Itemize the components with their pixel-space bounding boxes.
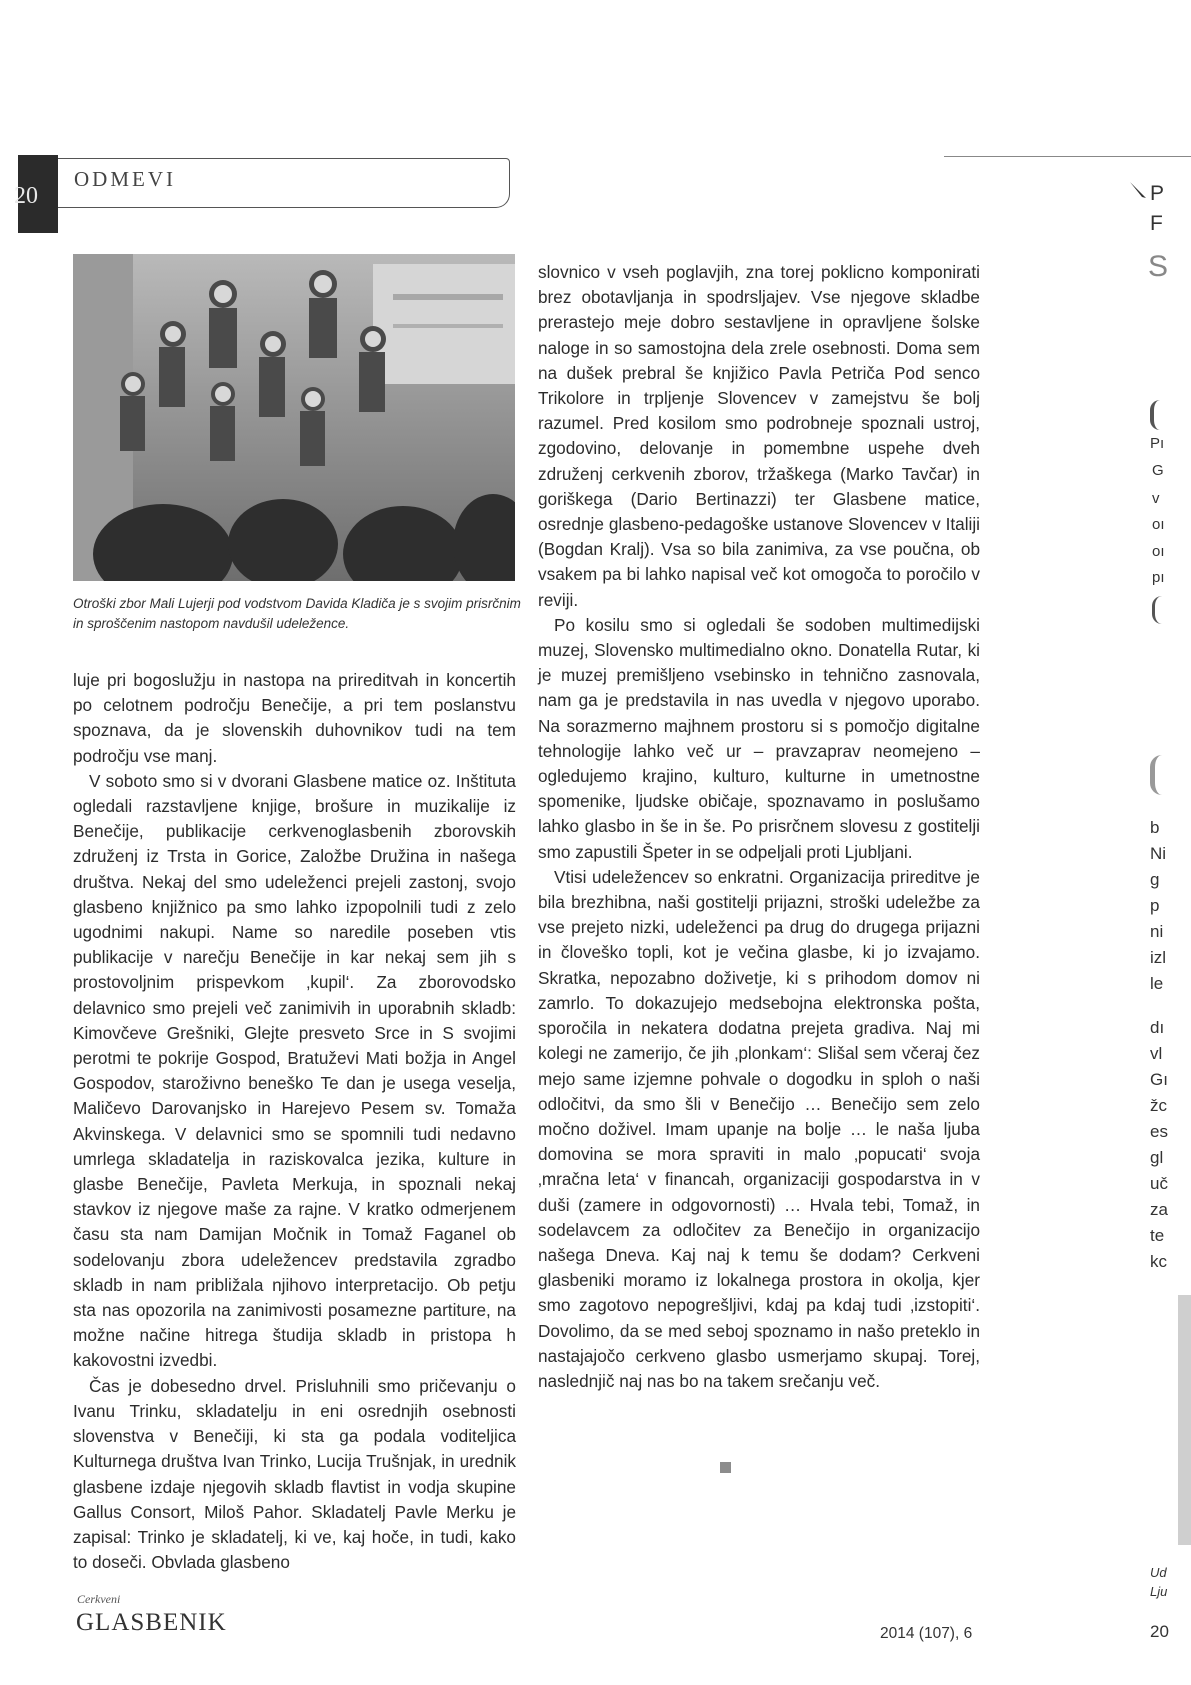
facing-fragment: g	[1150, 870, 1160, 889]
article-left-column	[73, 668, 516, 1575]
facing-fragment: le	[1150, 974, 1164, 993]
facing-fragment: pı	[1152, 569, 1165, 586]
facing-fragment: žc	[1150, 1096, 1167, 1115]
facing-fragment: kc	[1150, 1252, 1167, 1271]
facing-fragment: ni	[1150, 922, 1164, 941]
issue-number: 2014 (107), 6	[880, 1625, 973, 1642]
facing-fragment: p	[1150, 896, 1160, 915]
facing-fragment: gl	[1150, 1148, 1164, 1167]
page-number: 20	[14, 183, 38, 209]
magazine-name: GLASBENIK	[76, 1609, 227, 1636]
facing-fragment: dı	[1150, 1018, 1165, 1037]
paragraph: Čas je dobesedno drvel. Prisluhnili smo pričevanju o Ivanu Trinku, skladatelju in eni osrednjih osebnosti slovenstva v Benečiji, ki sta ga podala voditeljica Kulturnega društva Ivan Trinko, Lucija Trušnjak, in urednik glasbene izdaje njegovih skladb flavtist in vodja skupine Gallus Consort, Miloš Pahor. Skladatelj Pavle Merku je zapisal: Trinko je skladatelj, ki ve, kaj hoče, in tudi, kako to doseči. Obvlada glasbeno	[73, 1375, 516, 1573]
facing-quote-mark	[1150, 400, 1172, 430]
page-number-tab	[14, 155, 58, 233]
magazine-name-small: Cerkveni	[77, 1592, 121, 1606]
facing-fragment: S	[1148, 250, 1169, 283]
choir-photo	[73, 254, 515, 581]
paragraph: Vtisi udeležencev so enkratni. Organizacija prireditve je bila brezhibna, naši gostitelji prijazni, stroški udeležbe za vse prejeto nizki, udeleženci pa drug do drugega prijazni in človeško topli, kot je večina glasbe, ki jo izvajamo. Skratka, nepozabno doživetje, ki s prihodom domov ni zamrlo. To dokazujejo medsebojna elektronska pošta, sporočila in nekatera dodatna prejeta gradiva. Naj mi kolegi ne zamerijo, če jih ‚plonkam‘: Slišal sem včeraj čez mejo same izjemne pohvale o dogodku in sploh o naši odločitvi, da smo šli v Benečijo … Benečijo sem zelo močno doživel. Imam upanje na bolje … le naša ljuba domovina se mora spraviti in malo ‚popucati‘ svoja ‚mračna leta‘ v financah, organizaciji gospodarstva in v duši (zamere in odgovornosti) … Hvala tebi, Tomaž, in sodelavcem za odločitev za Benečijo in organizacijo našega Dneva. Kaj naj k temu še dodam? Cerkveni glasbeniki moramo iz lokalnega prostora in okolja, kjer smo zagotovo nepogrešljivi, kdaj pa kdaj tudi ‚izstopiti‘. Dovolimo, da se med seboj spoznamo in našo preteklo in nastajajočo cerkveno glasbo usmerjamo skupaj. Torej, naslednjič naj nas bo na takem srečanju več.	[538, 866, 980, 1391]
paragraph: luje pri bogoslužju in nastopa na prireditvah in koncertih po celotnem področju Benečije, a pri tem poslanstvu spoznava, da je slovenskih duhovnikov tudi na tem področju vse manj.	[73, 670, 516, 766]
facing-fragment: Ni	[1150, 844, 1167, 863]
facing-fragment: P	[1150, 182, 1165, 205]
facing-quote-mark	[1150, 755, 1173, 795]
facing-fragment: Lju	[1150, 1584, 1168, 1599]
facing-fragment: izl	[1150, 948, 1167, 967]
facing-fragment: Pı	[1150, 435, 1165, 452]
section-title: ODMEVI	[74, 167, 176, 191]
article-right-column	[538, 260, 980, 1394]
facing-quote-mark	[1152, 596, 1169, 624]
paragraph: Po kosilu smo si ogledali še sodoben multimedijski muzej, Slovensko multimedialno okno. Donatella Rutar, ki je muzej premišljeno vsebinsko in tehnično zasnovala, nam ga je predstavila in nas uvedla v njegovo uporabo. Na sorazmerno majhnem prostoru si s pomočjo digitalne tehnologije lahko več ur – pravzaprav neomejeno – ogledujemo krajino, kulturo, kulturne in umetnostne spomenike, ljudske običaje, spoznavamo in poslušamo lahko glasbo in še in še. Po prisrčnem slovesu z gostitelji smo zapustili Špeter in se odpeljali proti Ljubljani.	[538, 614, 980, 862]
choir-photo-image	[73, 254, 515, 581]
photo-caption: Otroški zbor Mali Lujerji pod vodstvom Davida Kladiča je s svojim prisrčnim in sproščenim nastopom navdušil udeležence.	[73, 596, 521, 631]
facing-fragment: v	[1152, 490, 1160, 507]
facing-fragment: oı	[1152, 516, 1165, 533]
facing-page-number: 20	[1150, 1622, 1169, 1641]
facing-page-photo-edge	[1178, 1295, 1191, 1545]
paragraph: slovnico v vseh poglavjih, zna torej poklicno komponirati brez obotavljanja in spodrsljajev. Vse njegove skladbe prerastejo meje dobro sestavljene in opravljene šolske naloge in so samostojna dela zrele osebnosti. Doma sem na dušek prebral še knjižico Pavla Petriča Pod senco Trikolore in trpljenje Slovencev v zamejstvu še bolj razumel. Pred kosilom smo podrobneje spoznali ustroj, zgodovino, delovanje in pomembne uspehe dveh združenj cerkvenih zborov, tržaškega (Marko Tavčar) in goriškega (Dario Bertinazzi) ter Glasbene matice, osrednje glasbeno-pedagoške ustanove Slovencev v Italiji (Bogdan Kralj). Vsa so bila zanimiva, za vse poučna, ob vsakem pa bi lahko napisal več kot omogoča to poročilo v reviji.	[538, 262, 980, 610]
facing-fragment: te	[1150, 1226, 1165, 1245]
facing-fragment: uč	[1150, 1174, 1168, 1193]
facing-page-rule	[944, 156, 1191, 157]
facing-fragment: Gı	[1150, 1070, 1168, 1089]
end-of-article-mark	[720, 1462, 731, 1473]
facing-fragment: Ud	[1150, 1565, 1167, 1580]
facing-fragment: G	[1152, 462, 1164, 479]
facing-page-pencil-icon	[1128, 180, 1148, 205]
facing-fragment: es	[1150, 1122, 1168, 1141]
paragraph: V soboto smo si v dvorani Glasbene matice oz. Inštituta ogledali razstavljene knjige, brošure in muzikalije iz Benečije, publikacije cerkvenoglasbenih zborovskih združenj iz Trsta in Gorice, Založbe Družina in našega društva. Nekaj del smo udeleženci prejeli zastonj, svojo glasbeno knjižnico pa smo lahko izpopolnili tudi z zelo ugodnimi nakupi. Name so naredile poseben vtis publikacije v narečju Benečije in kar nekaj sem jih s prostovoljnim prispevkom ‚kupil‘. Za zborovodsko delavnico smo prejeli več zanimivih in uporabnih skladb: Kimovčeve Grešniki, Glejte presveto Srce in S svojimi perotmi te pokrije Gospod, Bratuževi Mati božja in Angel Gospodov, staroživno beneško Te dan je usega veselja, Maličevo Darovanjsko in Harejevo Pesem sv. Tomaža Akvinskega. V delavnici smo se spomnili tudi nedavno umrlega skladatelja in raziskovalca jezika, kulture in glasbe Benečije, Pavleta Merkuja, in spoznali nekaj stavkov iz njegove maše za rajne. V kratko odmerjenem času sta nam Damijan Močnik in Tomaž Faganel ob sodelovanju zbora udeležencev predstavila zgradbo skladb in nam približala njihovo interpretacijo. Ob petju sta nas opozorila na zanimivosti posamezne partiture, na možne načine hitrega študija skladb in pristopa h kakovostni izvedbi.	[73, 770, 516, 1371]
facing-fragment: oı	[1152, 543, 1165, 560]
facing-fragment: vl	[1150, 1044, 1163, 1063]
facing-fragment: F	[1150, 212, 1163, 235]
facing-fragment: b	[1150, 818, 1160, 837]
facing-fragment: za	[1150, 1200, 1168, 1219]
